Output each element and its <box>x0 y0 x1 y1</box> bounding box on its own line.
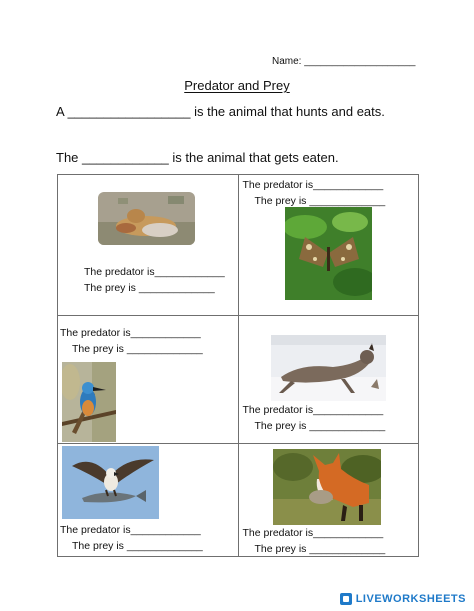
predator-answer-line: The predator is____________ <box>60 327 201 339</box>
prey-answer-line: The prey is _____________ <box>72 343 203 355</box>
predator-answer-line: The predator is____________ <box>242 527 384 539</box>
predator-answer-line: The predator is____________ <box>242 179 384 191</box>
prey-definition-sentence: The ____________ is the animal that gets eaten. <box>56 150 339 165</box>
grid-cell-5 <box>58 444 239 557</box>
predator-answer-line: The predator is____________ <box>60 524 201 536</box>
osprey-fish-photo-icon <box>62 446 159 519</box>
grid-cell-1 <box>58 175 239 316</box>
grid-cell-6 <box>238 444 419 557</box>
grid-cell-2 <box>238 175 419 316</box>
grid-cell-4 <box>238 316 419 444</box>
worksheet-grid <box>57 174 419 557</box>
liveworksheets-logo[interactable] <box>340 593 466 605</box>
prey-answer-line: The prey is _____________ <box>254 195 386 207</box>
lynx-chasing-photo-icon <box>271 335 386 401</box>
prey-answer-line: The prey is _____________ <box>72 540 203 552</box>
butterfly-photo-icon <box>285 207 372 300</box>
name-field-label: Name: ____________________ <box>272 56 416 67</box>
predator-answer-line: The predator is____________ <box>242 404 384 416</box>
kingfisher-bird-photo-icon <box>62 362 116 442</box>
page-title: Predator and Prey <box>184 78 290 93</box>
logo-text: LIVEWORKSHEETS <box>355 593 466 605</box>
predator-answer-line: The predator is____________ <box>84 266 225 278</box>
grid-cell-3 <box>58 316 239 444</box>
liveworksheets-logo-icon <box>340 593 352 605</box>
fox-rabbit-photo-icon <box>273 449 381 525</box>
lions-hunting-photo-icon <box>98 192 195 245</box>
prey-answer-line: The prey is _____________ <box>84 282 215 294</box>
predator-definition-sentence: A _________________ is the animal that hunts and eats. <box>56 104 385 119</box>
prey-answer-line: The prey is _____________ <box>254 420 386 432</box>
prey-answer-line: The prey is _____________ <box>254 543 386 555</box>
